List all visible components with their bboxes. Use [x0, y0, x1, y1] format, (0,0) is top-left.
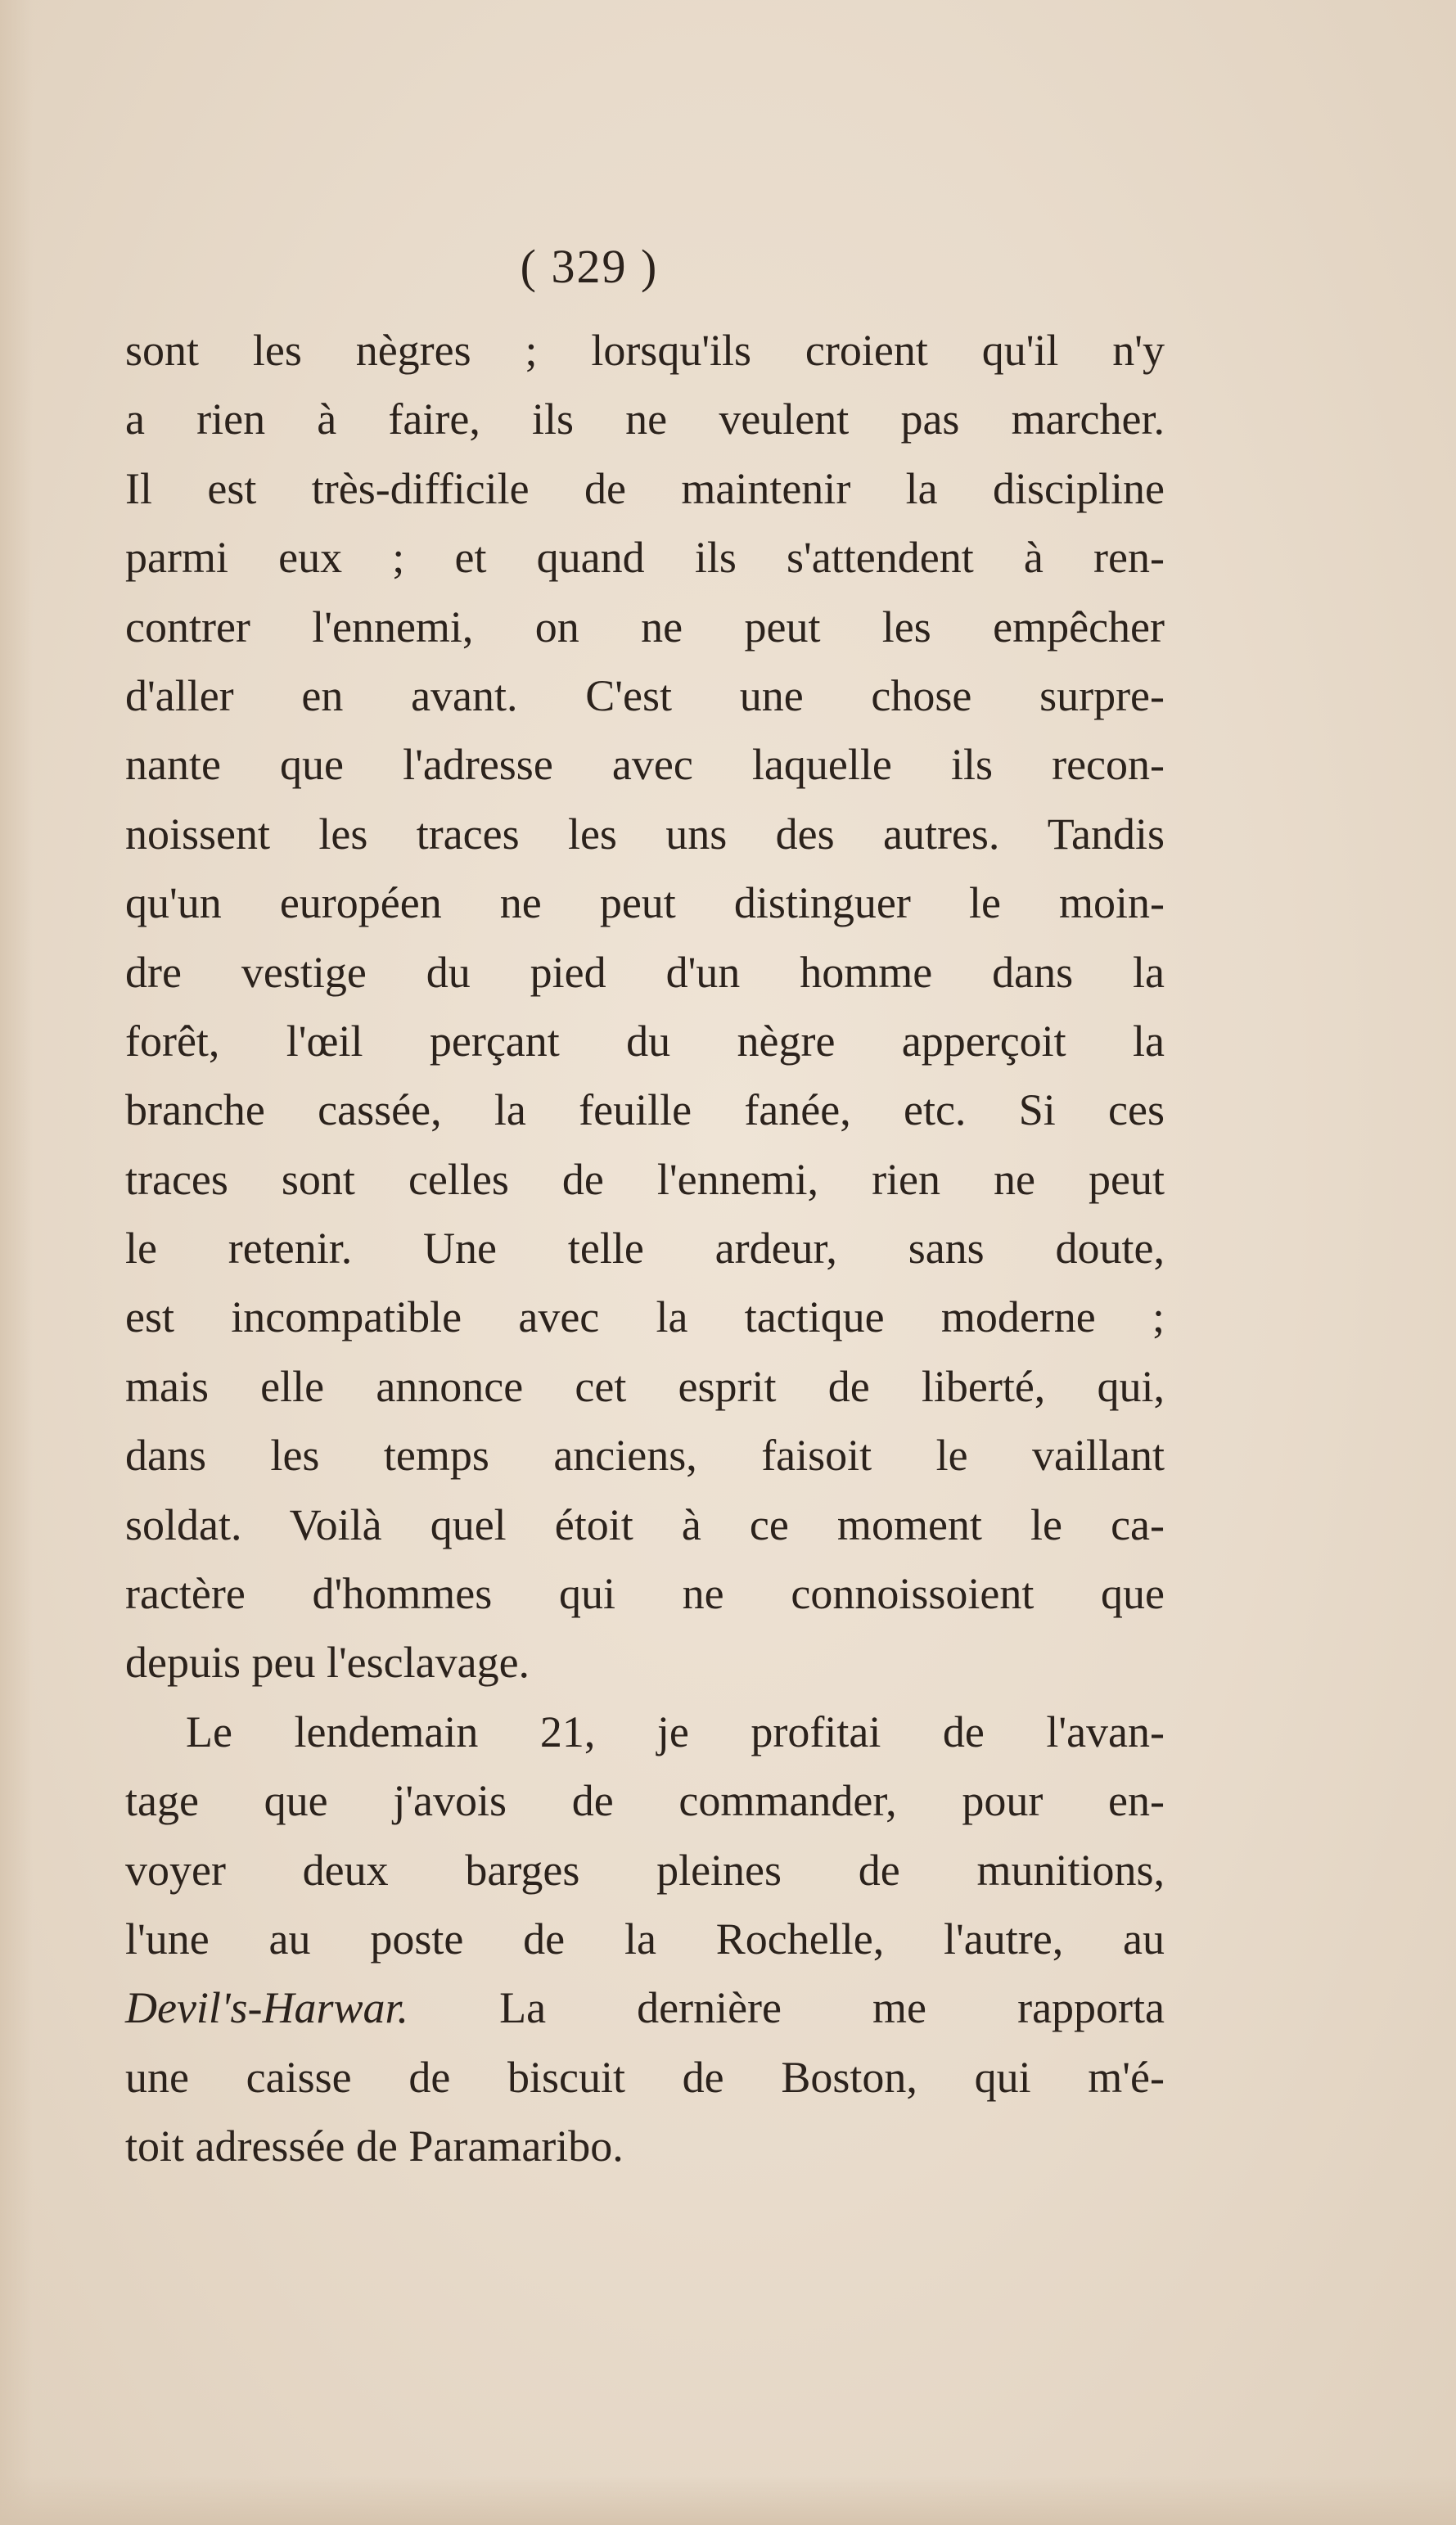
text-line: noissent les traces les uns des autres. Tandis	[125, 809, 1165, 859]
text-line: le retenir. Une telle ardeur, sans doute,	[125, 1224, 1165, 1274]
text-line: traces sont celles de l'ennemi, rien ne peut	[125, 1154, 1165, 1204]
text-line: voyer deux barges pleines de munitions,	[125, 1845, 1165, 1895]
text-line: contrer l'ennemi, on ne peut les empêcher	[125, 602, 1165, 652]
text-line: toit adressée de Paramaribo.	[125, 2121, 624, 2171]
text-line: dre vestige du pied d'un homme dans la	[125, 947, 1165, 997]
page-bottom-shadow	[0, 2476, 1456, 2525]
text-line: d'aller en avant. C'est une chose surpre-	[125, 670, 1165, 720]
text-line: est incompatible avec la tactique moderne ;	[125, 1292, 1165, 1342]
text-line-with-italic	[125, 1973, 1165, 2042]
text-line: dans les temps anciens, faisoit le vaillant	[125, 1431, 1165, 1481]
text-line: soldat. Voilà quel étoit à ce moment le ca-	[125, 1499, 1165, 1549]
text-line: branche cassée, la feuille fanée, etc. Si ces	[125, 1085, 1165, 1135]
text-line: depuis peu l'esclavage.	[125, 1638, 530, 1688]
text-line: ractère d'hommes qui ne connoissoient que	[125, 1569, 1165, 1619]
text-line: parmi eux ; et quand ils s'attendent à ren-	[125, 533, 1165, 583]
paragraph-start-line: Le lendemain 21, je profitai de l'avan-	[186, 1707, 1165, 1756]
page-number: ( 329 )	[520, 240, 659, 293]
text-line: qu'un européen ne peut distinguer le moin-	[125, 878, 1165, 928]
page-edge-shadow	[0, 0, 33, 2525]
text-line: une caisse de biscuit de Boston, qui m'é-	[125, 2052, 1165, 2102]
text-line: tage que j'avois de commander, pour en-	[125, 1776, 1165, 1826]
body-text	[125, 316, 1165, 2181]
text-line: l'une au poste de la Rochelle, l'autre, au	[125, 1914, 1165, 1964]
text-line: nante que l'adresse avec laquelle ils recon-	[125, 740, 1165, 790]
text-line-rest: La dernière me rapporta	[499, 1983, 1165, 2033]
italic-place-name: Devil's-Harwar.	[125, 1983, 409, 2033]
text-line: sont les nègres ; lorsqu'ils croient qu'il n'y	[125, 326, 1165, 375]
text-line: a rien à faire, ils ne veulent pas marcher.	[125, 395, 1165, 444]
text-line: Il est très-difficile de maintenir la discipline	[125, 463, 1165, 513]
text-line: mais elle annonce cet esprit de liberté, qui,	[125, 1361, 1165, 1411]
text-line: forêt, l'œil perçant du nègre apperçoit la	[125, 1016, 1165, 1066]
